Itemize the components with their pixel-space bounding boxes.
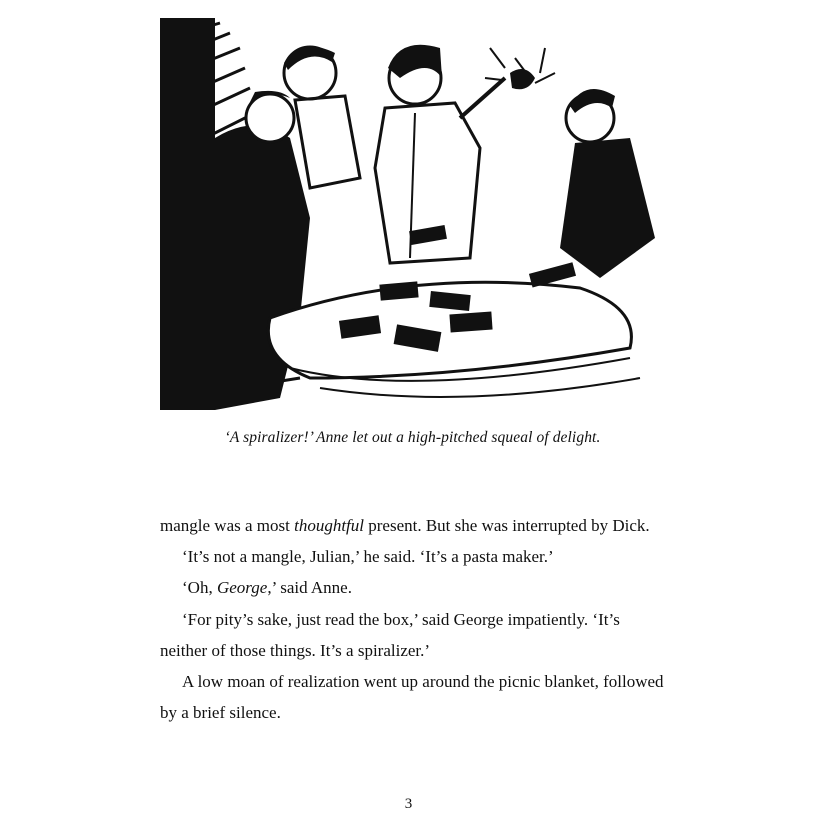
paragraph-4: ‘For pity’s sake, just read the box,’ said George impatiently. ‘It’s neither of those things. It’s a spiralizer.’ (160, 609, 620, 660)
paragraph-5: A low moan of realization went up around the picnic blanket, followed by a brief silence. (160, 672, 664, 723)
page-number: 3 (404, 796, 413, 812)
picnic-illustration (160, 18, 665, 410)
picnic-illustration-icon (160, 18, 665, 410)
body-text (160, 510, 665, 728)
paragraph-1-text-end: present. But she was interrupted by Dick. (364, 516, 650, 535)
paragraph-1-text-start: mangle was a most (160, 516, 295, 535)
paragraph-3-emphasis: George (216, 578, 268, 598)
paragraph-1 (160, 510, 665, 541)
paragraph-3 (160, 572, 665, 603)
paragraph-1-emphasis: thoughtful (294, 516, 364, 535)
illustration-caption: ‘A spiralizer!’ Anne let out a high-pitched squeal of delight. (224, 429, 601, 446)
paragraph-2: ‘It’s not a mangle, Julian,’ he said. ‘It’s a pasta maker.’ (182, 547, 554, 567)
paragraph-3-text-start: ‘Oh, (182, 578, 217, 598)
paragraph-3-text-end: ,’ said Anne. (267, 578, 352, 598)
